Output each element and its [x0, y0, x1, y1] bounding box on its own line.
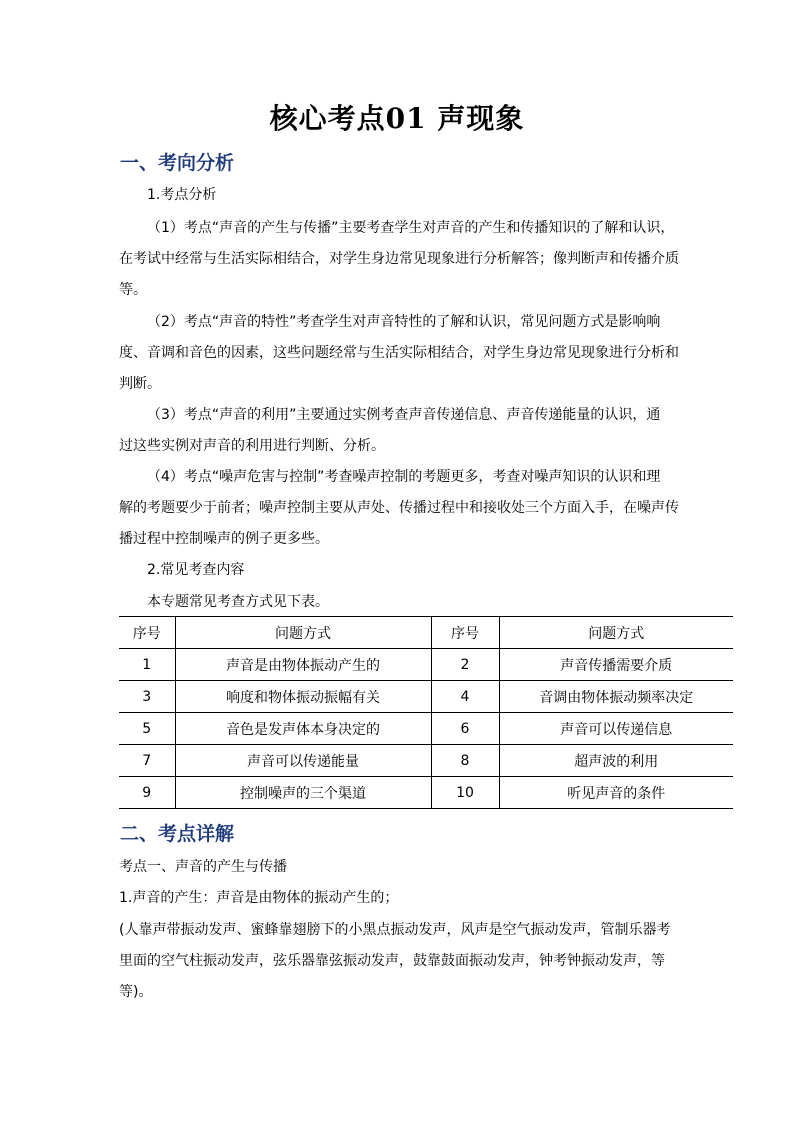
table-cell: 4 — [431, 681, 499, 713]
table-cell: 超声波的利用 — [499, 745, 733, 777]
table-intro: 本专题常见考查方式见下表。 — [147, 594, 329, 610]
question-table — [119, 616, 733, 809]
table-cell: 10 — [431, 777, 499, 809]
subheading-common-content: 2.常见考查内容 — [147, 562, 245, 578]
table-cell: 控制噪声的三个渠道 — [175, 777, 431, 809]
table-cell: 2 — [431, 649, 499, 681]
table-cell: 音色是发声体本身决定的 — [175, 713, 431, 745]
section-heading-analysis: 一、考向分析 — [120, 152, 235, 174]
section-heading-details: 二、考点详解 — [120, 823, 235, 845]
table-cell: 音调由物体振动频率决定 — [499, 681, 733, 713]
subheading-analysis: 1.考点分析 — [147, 187, 217, 203]
table-cell: 声音可以传递能量 — [175, 745, 431, 777]
header-method-1: 问题方式 — [175, 617, 431, 649]
header-method-2: 问题方式 — [499, 617, 733, 649]
table-cell: 声音传播需要介质 — [499, 649, 733, 681]
table-cell: 7 — [119, 745, 175, 777]
table-row — [119, 777, 733, 809]
paragraph-1-line-2: 在考试中经常与生活实际相结合，对学生身边常见现象进行分析解答；像判断声和传播介质 — [119, 251, 679, 267]
table-cell: 5 — [119, 713, 175, 745]
header-index-1: 序号 — [119, 617, 175, 649]
point-heading: 考点一、声音的产生与传播 — [119, 859, 287, 875]
table-cell: 6 — [431, 713, 499, 745]
table-cell: 3 — [119, 681, 175, 713]
paragraph-2-line-3: 判断。 — [119, 376, 161, 392]
paragraph-4-line-1: （4）考点“噪声危害与控制”考查噪声控制的考题更多，考查对噪声知识的认识和理 — [147, 469, 661, 485]
detail-paragraph-line-1: (人靠声带振动发声、蜜蜂靠翅膀下的小黑点振动发声，风声是空气振动发声，管制乐器考 — [119, 922, 671, 938]
detail-item-1: 1.声音的产生：声音是由物体的振动产生的； — [119, 890, 399, 906]
detail-paragraph-line-3: 等)。 — [119, 984, 153, 1000]
paragraph-4-line-3: 播过程中控制噪声的例子更多些。 — [119, 531, 329, 547]
table-cell: 8 — [431, 745, 499, 777]
page-title: 核心考点01 声现象 — [269, 102, 525, 135]
table-cell: 响度和物体振动振幅有关 — [175, 681, 431, 713]
table-cell: 听见声音的条件 — [499, 777, 733, 809]
paragraph-3-line-1: （3）考点“声音的利用”主要通过实例考查声音传递信息、声音传递能量的认识，通 — [147, 407, 661, 423]
paragraph-1-line-1: （1）考点“声音的产生与传播”主要考查学生对声音的产生和传播知识的了解和认识， — [147, 220, 675, 236]
paragraph-3-line-2: 过这些实例对声音的利用进行判断、分析。 — [119, 438, 385, 454]
table-row — [119, 745, 733, 777]
paragraph-2-line-2: 度、音调和音色的因素，这些问题经常与生活实际相结合，对学生身边常见现象进行分析和 — [119, 345, 679, 361]
paragraph-1-line-3: 等。 — [119, 282, 147, 298]
table-row — [119, 649, 733, 681]
table-cell: 声音是由物体振动产生的 — [175, 649, 431, 681]
header-index-2: 序号 — [431, 617, 499, 649]
paragraph-4-line-2: 解的考题要少于前者；噪声控制主要从声处、传播过程中和接收处三个方面入手，在噪声传 — [119, 500, 679, 516]
detail-paragraph-line-2: 里面的空气柱振动发声，弦乐器靠弦振动发声，鼓靠鼓面振动发声，钟考钟振动发声，等 — [119, 953, 665, 969]
table-cell: 1 — [119, 649, 175, 681]
table-row — [119, 713, 733, 745]
paragraph-2-line-1: （2）考点“声音的特性”考查学生对声音特性的了解和认识，常见问题方式是影响响 — [147, 314, 661, 330]
table-cell: 9 — [119, 777, 175, 809]
table-cell: 声音可以传递信息 — [499, 713, 733, 745]
table-header-row — [119, 617, 733, 649]
table-row — [119, 681, 733, 713]
